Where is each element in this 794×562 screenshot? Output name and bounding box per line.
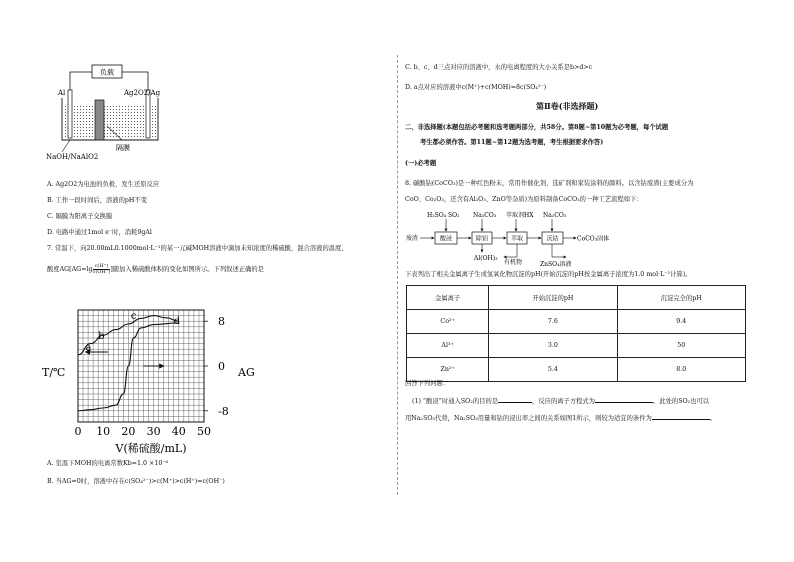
flow-byproduct-2: 有机物 <box>504 259 523 266</box>
table-cell: 50 <box>617 334 745 358</box>
right-electrode-label: Ag2O2/Ag <box>124 89 161 97</box>
table-header-cell: 沉淀完全的pH <box>617 286 745 310</box>
q8-1-a: (1) “酸浸”时通入SO₂的目的是 <box>412 398 499 405</box>
ag-fraction-num: c(H⁺) <box>93 264 111 270</box>
table-intro: 下表列出了相关金属离子生成氢氧化物沉淀的pH(开始沉淀的pH按金属离子浓度为1.0 mol·L⁻¹计算)。 <box>405 271 692 278</box>
y-axis-label-left: T/℃ <box>42 366 66 379</box>
table-cell: Al³⁺ <box>407 334 489 358</box>
flow-step-2: 除铝 <box>475 235 489 243</box>
flow-reagent-3: 萃取剂HX <box>506 212 534 219</box>
point-label-b: b <box>98 331 105 343</box>
q7-stem-line2-a: 酸度AG[AG=lg <box>47 266 93 273</box>
y-axis-label-right: AG <box>238 366 255 379</box>
q6-option-a: A. Ag2O2为电池的负极，发生还原反应 <box>47 181 160 188</box>
right-tick-label: 0 <box>218 360 225 373</box>
right-tick-label: 8 <box>218 315 225 329</box>
point-label-a: a <box>85 342 92 354</box>
q8-line2: CoO、Co₂O₃，还含有Al₂O₃、ZnO等杂质)为原料制备CoCO₃的一种工艺流程如下： <box>405 196 643 203</box>
q8-1-line2-b: 。 <box>709 415 717 422</box>
x-tick-label: 10 <box>96 425 111 438</box>
q8-1-b: ，反应的离子方程式为 <box>532 398 596 405</box>
electrolyte-label: NaOH/NaAlO2 <box>46 153 99 161</box>
point-label-d: d <box>173 316 181 327</box>
table-row <box>407 358 746 382</box>
required-label: (一)必考题 <box>405 160 437 167</box>
table-cell: Co²⁺ <box>407 310 489 334</box>
titration-chart <box>40 290 280 460</box>
flow-start: 废渣 <box>406 235 419 242</box>
q8-1-line2-a: 用Na₂SO₃代替，Na₂SO₃用量和钴的浸出率之间的关系如图1所示，则较为适宜的条件为 <box>405 415 652 422</box>
load-label: 负载 <box>100 68 114 77</box>
x-tick-label: 30 <box>146 425 161 438</box>
q7-option-c: C. b、c、d三点对应的溶液中，水的电离程度的大小关系是b>d>c <box>405 64 593 71</box>
column-divider <box>397 55 398 495</box>
point-label-c: c <box>130 310 137 322</box>
flow-reagent-1: H₂SO₄ SO₂ <box>427 212 460 219</box>
x-tick-label: 0 <box>74 425 82 438</box>
x-tick-label: 20 <box>121 425 136 438</box>
x-tick-label: 40 <box>171 425 186 438</box>
table-cell: Zn²⁺ <box>407 358 489 382</box>
answer-blank[interactable] <box>595 396 653 403</box>
answer-blank[interactable] <box>652 413 710 420</box>
membrane <box>95 100 104 140</box>
al-electrode <box>68 90 72 138</box>
flow-step-1: 酸浸 <box>439 235 453 243</box>
flow-reagent-2: Na₂CO₃ <box>473 212 497 219</box>
table-row <box>407 310 746 334</box>
table-cell: 7.6 <box>489 310 617 334</box>
flow-byproduct-1: Al(OH)₃ <box>474 255 498 262</box>
q6-option-d: D. 电路中通过1mol e⁻时，消耗9gAl <box>47 229 152 236</box>
q7-stem-line2-b: ]随加入稀硫酸体积的变化如图所示。下列叙述正确的是 <box>110 266 264 273</box>
q8-part1-line1 <box>412 396 709 406</box>
q6-option-c: C. 隔膜为阳离子交换膜 <box>47 213 113 220</box>
process-flow-chart <box>400 208 680 268</box>
q7-option-a: A. 室温下MOH的电离常数Kb=1.0 ×10⁻⁶ <box>47 460 169 467</box>
q8-line1: 8. 碳酸钴(CoCO₃)是一种红色粉末，常用作催化剂、选矿剂和家装涂料的颜料。以含钴废渣(主要成分为 <box>405 180 694 187</box>
section-desc-1: 二、非选择题(本题包括必考题和选考题两部分，共58分。第8题~第10题为必考题，每个试题 <box>405 124 669 131</box>
flow-product: CoCO₃固体 <box>577 235 610 243</box>
table-cell: 8.0 <box>617 358 745 382</box>
flow-step-3: 萃取 <box>510 235 524 243</box>
q6-option-b: B. 工作一段时间后，溶液的pH不变 <box>47 197 148 204</box>
q7-option-b: B. 当AG=0时，溶液中存在c(SO₄²⁻)>c(M⁺)>c(H⁺)=c(OH⁻) <box>47 478 225 485</box>
ag-fraction <box>93 264 111 275</box>
q7-stem-line1: 7. 常温下，向20.00mL0.1000mol·L⁻¹的某一元碱MOH溶液中滴加未知浓度的稀硫酸，混合溶液的温度、 <box>47 245 348 252</box>
q7-option-d: D. a点对应的溶液中c(M⁺)+c(MOH)=8c(SO₄²⁻) <box>405 84 547 91</box>
table-header-row <box>407 286 746 310</box>
answer-blank[interactable] <box>498 396 532 403</box>
x-tick-label: 50 <box>197 425 211 438</box>
table-cell: 3.0 <box>489 334 617 358</box>
ag-fraction-den: c(OH⁻) <box>92 269 111 275</box>
membrane-label: 隔膜 <box>116 144 130 152</box>
section-desc-2: 考生都必须作答。第11题~第12题为选考题，考生根据要求作答) <box>420 139 604 146</box>
electrochemical-cell-diagram <box>40 60 180 165</box>
table-cell: 5.4 <box>489 358 617 382</box>
table-header-cell: 金属离子 <box>407 286 489 310</box>
x-axis-label: V(稀硫酸/mL) <box>115 442 187 455</box>
table-cell: 9.4 <box>617 310 745 334</box>
q8-part1-line2 <box>405 413 716 423</box>
section-title: 第Ⅱ卷(非选择题) <box>536 101 599 111</box>
ag-electrode <box>146 90 150 138</box>
flow-byproduct-3: ZnSO₄溶液 <box>540 261 572 268</box>
table-row <box>407 334 746 358</box>
answer-prompt: 回答下列问题： <box>405 380 450 387</box>
right-tick-label: -8 <box>218 404 229 418</box>
metal-ion-ph-table <box>406 285 746 382</box>
flow-reagent-4: Na₂CO₃ <box>543 212 567 219</box>
table-header-cell: 开始沉淀的pH <box>489 286 617 310</box>
q8-1-c: 。此处的SO₂也可以 <box>653 398 710 405</box>
left-electrode-label: Al <box>58 89 66 97</box>
flow-step-4: 沉钴 <box>546 235 559 243</box>
q7-stem-line2 <box>47 264 264 275</box>
